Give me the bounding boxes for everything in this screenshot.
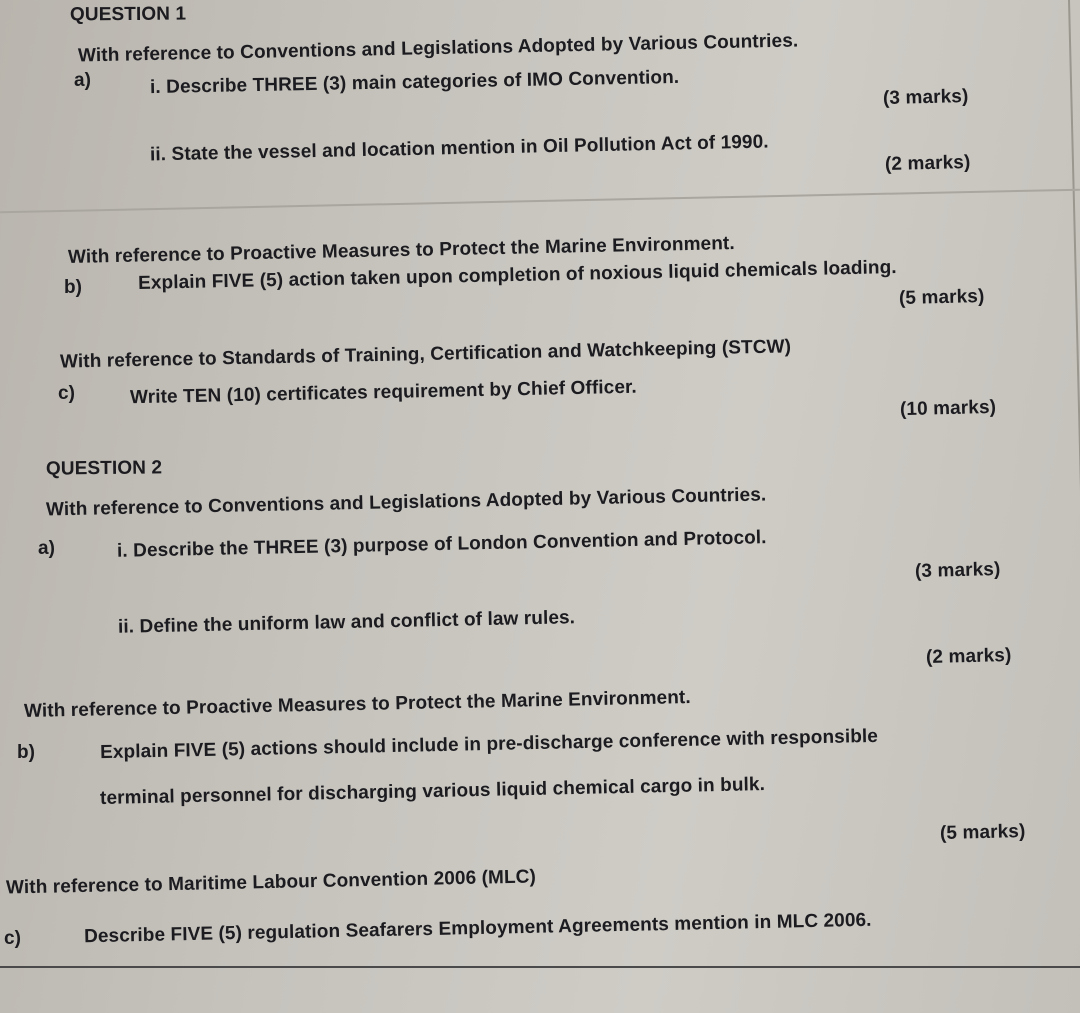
q2-c-label: c) — [4, 928, 21, 949]
q1-intro: With reference to Conventions and Legislations Adopted by Various Countries. — [77, 30, 799, 67]
q1-b-intro: With reference to Proactive Measures to Protect the Marine Environment. — [67, 233, 735, 268]
q1-title: QUESTION 1 — [69, 3, 187, 26]
q1-b-label: b) — [64, 277, 82, 298]
q2-a-ii-text: ii. Define the uniform law and conflict of law rules. — [117, 607, 576, 638]
q2-c-intro: With reference to Maritime Labour Convention 2006 (MLC) — [5, 866, 537, 899]
q1-a-i-marks: (3 marks) — [882, 86, 969, 109]
q2-a-ii-marks: (2 marks) — [925, 645, 1012, 668]
q2-b-text-line2: terminal personnel for discharging various liquid chemical cargo in bulk. — [99, 774, 766, 809]
q1-a-ii-text: ii. State the vessel and location mention in Oil Pollution Act of 1990. — [149, 131, 769, 166]
q2-a-i-marks: (3 marks) — [914, 559, 1001, 582]
q2-b-marks: (5 marks) — [939, 821, 1026, 844]
q1-a-label: a) — [74, 70, 91, 91]
q2-intro: With reference to Conventions and Legislations Adopted by Various Countries. — [45, 484, 767, 521]
q1-c-intro: With reference to Standards of Training, Certification and Watchkeeping (STCW) — [59, 336, 792, 373]
q2-a-label: a) — [38, 538, 55, 559]
q1-a-ii-marks: (2 marks) — [884, 152, 971, 175]
q1-a-i-text: i. Describe THREE (3) main categories of IMO Convention. — [149, 66, 680, 99]
q1-b-marks: (5 marks) — [898, 286, 985, 309]
q2-a-i-text: i. Describe the THREE (3) purpose of London Convention and Protocol. — [116, 527, 767, 562]
q2-b-intro: With reference to Proactive Measures to Protect the Marine Environment. — [23, 687, 691, 722]
q2-title: QUESTION 2 — [45, 457, 163, 480]
bottom-divider — [0, 966, 1080, 968]
q2-c-text: Describe FIVE (5) regulation Seafarers Employment Agreements mention in MLC 2006. — [83, 909, 872, 948]
q1-c-marks: (10 marks) — [899, 396, 997, 421]
divider — [0, 189, 1080, 214]
q1-b-text: Explain FIVE (5) action taken upon completion of noxious liquid chemicals loading. — [137, 257, 897, 294]
q1-c-label: c) — [58, 383, 75, 404]
q2-b-text-line1: Explain FIVE (5) actions should include in pre-discharge conference with responsible — [99, 725, 879, 764]
q2-b-label: b) — [17, 742, 35, 763]
page-edge-line — [1068, 0, 1080, 960]
q1-c-text: Write TEN (10) certificates requirement by Chief Officer. — [129, 376, 638, 409]
